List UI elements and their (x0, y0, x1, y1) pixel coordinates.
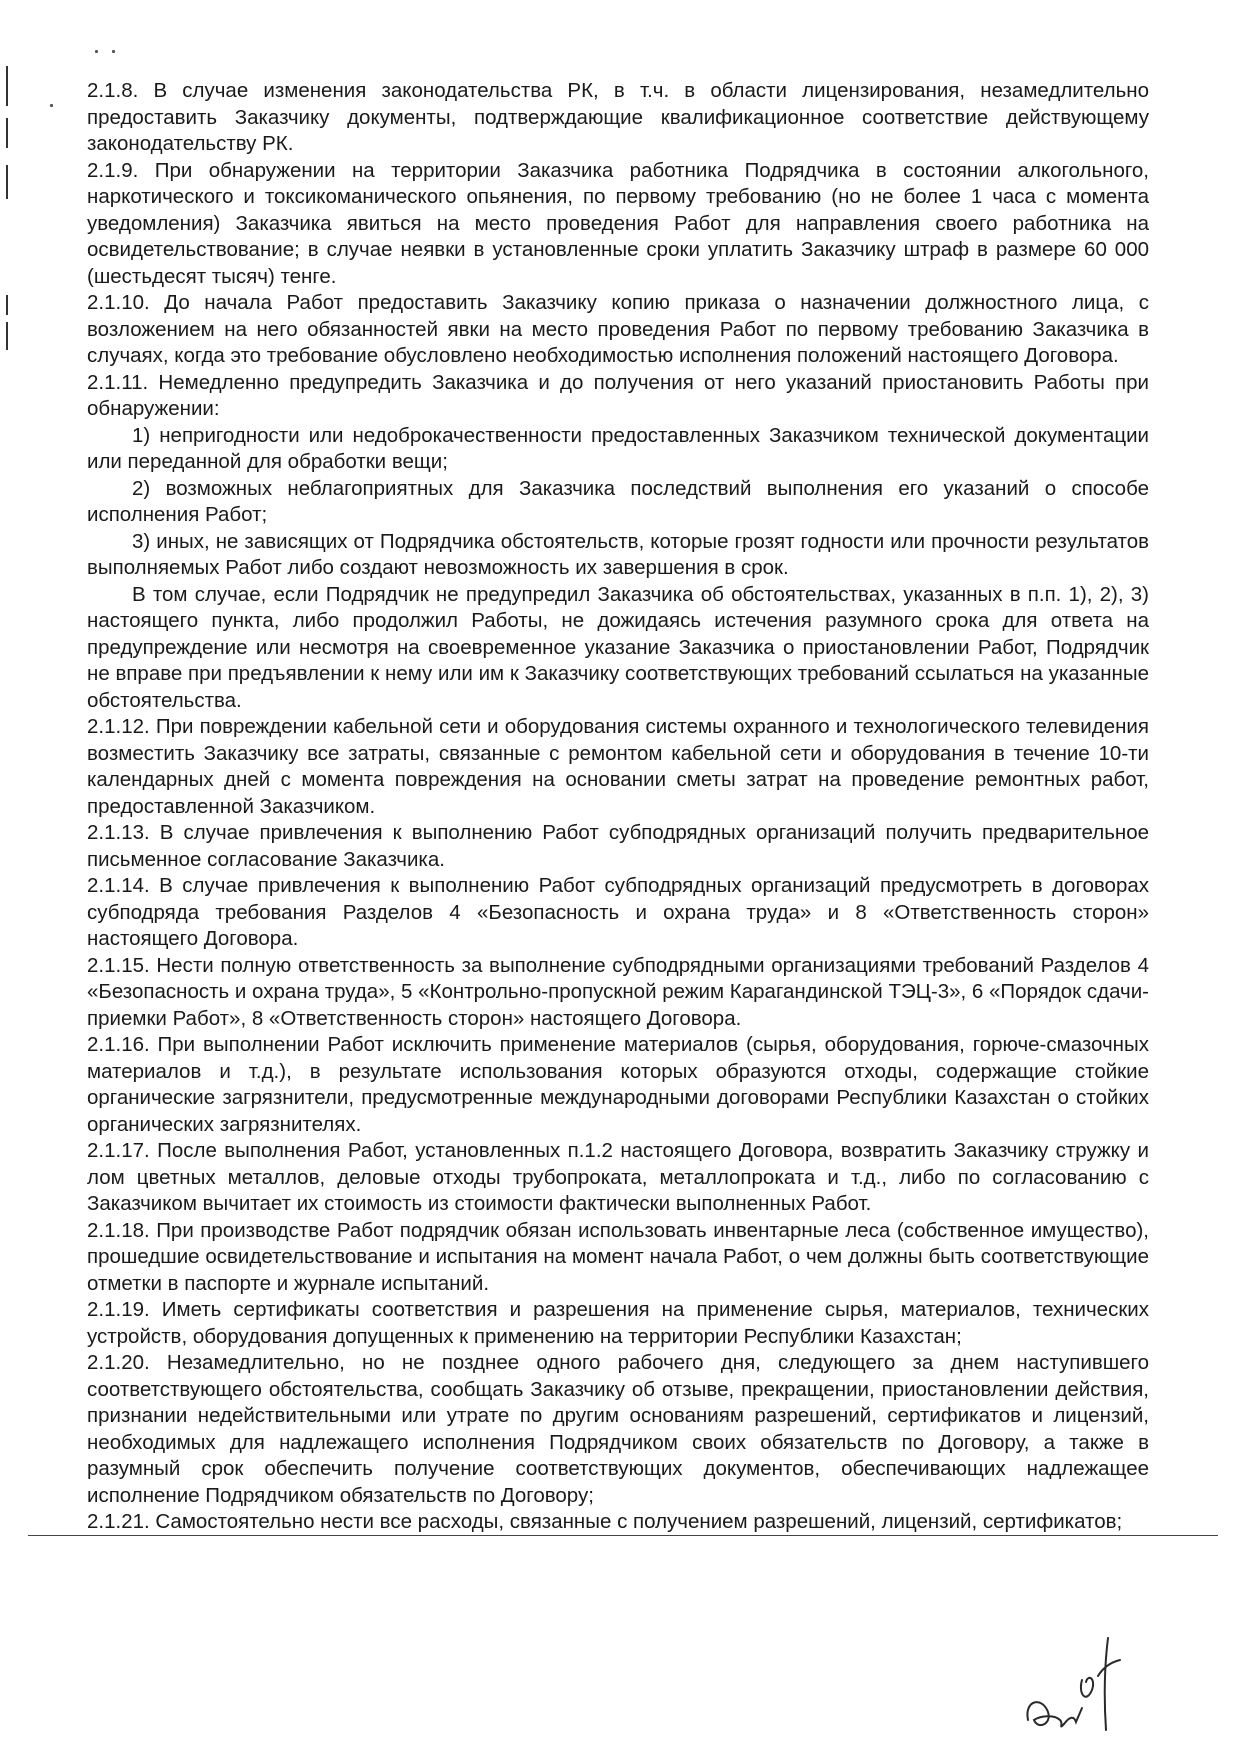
paragraph: 2.1.16. При выполнении Работ исключить применение материалов (сырья, оборудования, горюче-смазочных материалов и т.д.), в результате использования которых образуются отходы, содержащие стойкие органические загрязнители, предусмотренные международными договорами Республики Казахстан о стойких органических загрязнителях. (87, 1033, 1149, 1136)
paragraph: 2.1.18. При производстве Работ подрядчик обязан использовать инвентарные леса (собственное имущество), прошедшие освидетельствование и испытания на момент начала Работ, о чем должны быть соответствующие отметки в паспорте и журнале испытаний. (87, 1218, 1149, 1295)
paragraph: 2.1.14. В случае привлечения к выполнению Работ субподрядных организаций предусмотреть в договорах субподряда требования Разделов 4 «Безопасность и охрана труда» и 8 «Ответственность сторон» настоящего Договора. (87, 874, 1149, 950)
scan-margin-mark (6, 295, 8, 315)
paragraph: 2.1.17. После выполнения Работ, установленных п.1.2 настоящего Договора, возвратить Заказчику стружку и лом цветных металлов, деловые отходы трубопроката, металлопроката и т.д., либо по согласованию с Заказчиком вычитает их стоимость из стоимости фактически выполненных Работ. (87, 1139, 1149, 1215)
paragraph: 2.1.19. Иметь сертификаты соответствия и разрешения на применение сырья, материалов, технических устройств, оборудования допущенных к применению на территории Республики Казахстан; (87, 1298, 1149, 1348)
scan-margin-mark (6, 118, 8, 148)
scan-speck (50, 104, 53, 107)
paragraph: В том случае, если Подрядчик не предупредил Заказчика об обстоятельствах, указанных в п.п. 1), 2), 3) настоящего пункта, либо продолжил Работы, не дожидаясь истечения разумного срока для ответа на предупреждение или несмотря на своевременное указание Заказчика о приостановлении Работ, Подрядчик не вправе при предъявлении к нему или им к Заказчику соответствующих требований ссылаться на указанные обстоятельства. (87, 582, 1149, 712)
scan-speck (112, 50, 115, 53)
scan-margin-mark (6, 165, 8, 199)
paragraph: 2.1.10. До начала Работ предоставить Заказчику копию приказа о назначении должностного лица, с возложением на него обязанностей явки на место проведения Работ по первому требованию Заказчика в случаях, когда это требование обусловлено необходимостью исполнения положений настоящего Договора. (87, 291, 1149, 367)
paragraph: 1) непригодности или недоброкачественности предоставленных Заказчиком технической документации или переданной для обработки вещи; (87, 423, 1149, 473)
paragraph: 2.1.15. Нести полную ответственность за выполнение субподрядными организациями требований Разделов 4 «Безопасность и охрана труда», 5 «Контрольно-пропускной режим Карагандинской ТЭЦ-3», 6 «Порядок сдачи-приемки Работ», 8 «Ответственность сторон» настоящего Договора. (87, 953, 1149, 1030)
scan-speck (95, 50, 98, 53)
paragraph: 2.1.11. Немедленно предупредить Заказчика и до получения от него указаний приостановить Работы при обнаружении: (87, 370, 1149, 420)
paragraph: 2.1.20. Незамедлительно, но не позднее одного рабочего дня, следующего за днем наступившего соответствующего обстоятельства, сообщать Заказчику об отзыве, прекращении, приостановлении действия, признании недействительными или утрате по другим основаниям разрешений, сертификатов и лицензий, необходимых для надлежащего исполнения Подрядчиком своих обязательств по Договору, а также в разумный срок обеспечить получение соответствующих документов, обеспечивающих надлежащее исполнение Подрядчиком обязательств по Договору; (87, 1351, 1149, 1507)
paragraph: 2.1.8. В случае изменения законодательства РК, в т.ч. в области лицензирования, незамедлительно предоставить Заказчику документы, подтверждающие квалификационное соответствие действующему законодательству РК. (87, 79, 1149, 155)
paragraph: 2.1.12. При повреждении кабельной сети и оборудования системы охранного и технологического телевидения возместить Заказчику все затраты, связанные с ремонтом кабельной сети и оборудования в течение 10-ти календарных дней с момента повреждения на основании сметы затрат на проведение ремонтных работ, предоставленной Заказчиком. (87, 715, 1149, 818)
paragraph: 2.1.21. Самостоятельно нести все расходы, связанные с получением разрешений, лицензий, сертификатов; (87, 1510, 1123, 1533)
scan-margin-mark (6, 66, 8, 106)
paragraph: 3) иных, не зависящих от Подрядчика обстоятельств, которые грозят годности или прочности результатов выполняемых Работ либо создают невозможность их завершения в срок. (87, 529, 1149, 579)
document-body (87, 78, 1149, 1536)
signature-icon (1020, 1620, 1140, 1740)
paragraph: 2) возможных неблагоприятных для Заказчика последствий выполнения его указаний о способе исполнения Работ; (87, 476, 1149, 526)
scan-margin-mark (6, 322, 8, 350)
paragraph: 2.1.13. В случае привлечения к выполнению Работ субподрядных организаций получить предварительное письменное согласование Заказчика. (87, 821, 1149, 871)
horizontal-rule (28, 1535, 1218, 1536)
paragraph: 2.1.9. При обнаружении на территории Заказчика работника Подрядчика в состоянии алкогольного, наркотического и токсикоманического опьянения, по первому требованию (но не более 1 часа с момента уведомления) Заказчика явиться на место проведения Работ для направления своего работника на освидетельствование; в случае неявки в установленные сроки уплатить Заказчику штраф в размере 60 000 (шестьдесят тысяч) тенге. (87, 158, 1149, 288)
